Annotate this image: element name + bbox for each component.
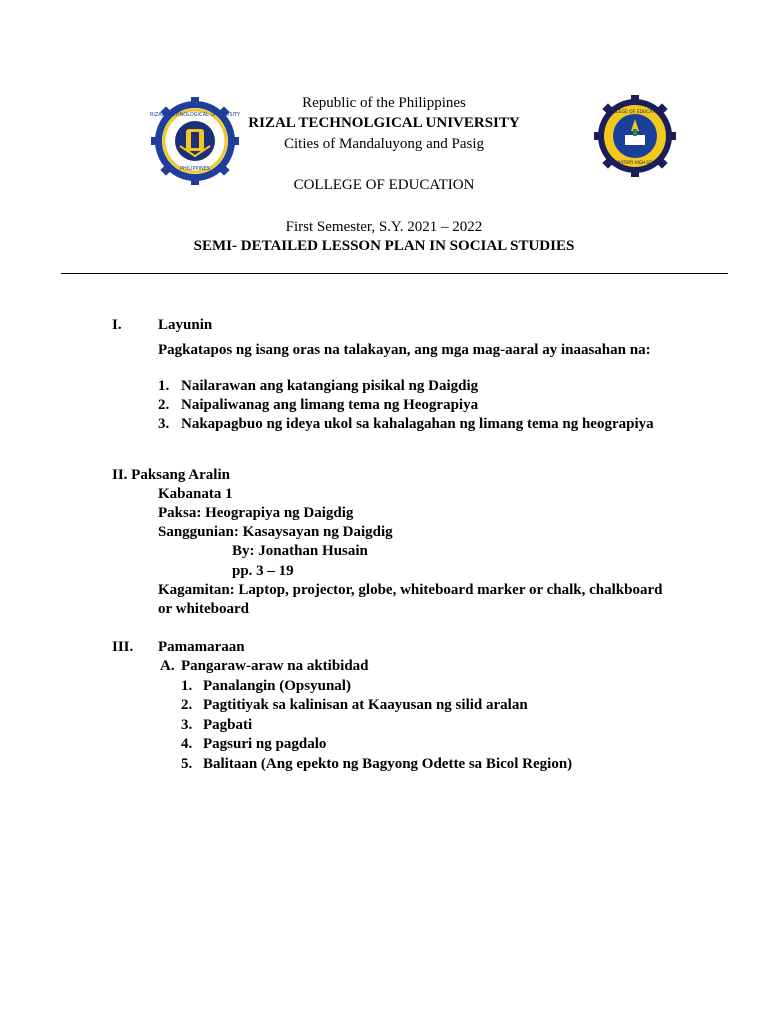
- section-3-title: Pamamaraan: [158, 639, 245, 655]
- section-1-numeral: I.: [112, 317, 122, 333]
- sanggunian-line: Sanggunian: Kasaysayan ng Daigdig: [158, 524, 393, 540]
- college-name: COLLEGE OF EDUCATION: [293, 177, 475, 193]
- activity-number: 4.: [181, 736, 193, 752]
- activity-number: 1.: [181, 678, 193, 694]
- semester-line: First Semester, S.Y. 2021 – 2022: [285, 219, 483, 235]
- activity-number: 5.: [181, 756, 193, 772]
- left-logo-text: RIZAL TECHNOLOGICAL UNIVERSITY: [150, 112, 240, 118]
- activity-number: 2.: [181, 697, 193, 713]
- left-logo-bottom-text: PHILIPPINES: [179, 166, 211, 172]
- activity-item: Balitaan (Ang epekto ng Bagyong Odette sa Bicol Region): [203, 756, 573, 772]
- objective-item: Nailarawan ang katangiang pisikal ng Daigdig: [181, 378, 479, 394]
- subsection-title: Pangaraw-araw na aktibidad: [181, 658, 369, 674]
- author-line: By: Jonathan Husain: [232, 543, 368, 559]
- paksa-line: Paksa: Heograpiya ng Daigdig: [158, 505, 354, 521]
- kabanata-line: Kabanata 1: [158, 486, 233, 502]
- activity-number: 3.: [181, 717, 193, 733]
- activity-item: Panalangin (Opsyunal): [203, 678, 351, 694]
- objective-item: Nakapagbuo ng ideya ukol sa kahalagahan ng limang tema ng heograpiya: [181, 416, 654, 432]
- right-logo-text: COLLEGE OF EDUCATION: [606, 110, 664, 115]
- university-name: RIZAL TECHNOLGICAL UNIVERSITY: [248, 115, 520, 131]
- republic-line: Republic of the Philippines: [302, 95, 466, 111]
- activity-item: Pagsuri ng pagdalo: [203, 736, 327, 752]
- activity-item: Pagbati: [203, 717, 253, 733]
- objective-number: 1.: [158, 378, 170, 394]
- activity-item: Pagtitiyak sa kalinisan at Kaayusan ng silid aralan: [203, 697, 528, 713]
- lesson-plan-title: SEMI- DETAILED LESSON PLAN IN SOCIAL STUDIES: [193, 238, 575, 254]
- pages-line: pp. 3 – 19: [232, 563, 294, 579]
- objective-number: 2.: [158, 397, 170, 413]
- section-1-title: Layunin: [158, 317, 213, 333]
- section-2-heading: II. Paksang Aralin: [112, 467, 230, 483]
- right-logo-bottom-text: LABORATORY HIGH SCHOOL: [606, 160, 664, 165]
- kagamitan-line-1: Kagamitan: Laptop, projector, globe, whiteboard marker or chalk, chalkboard: [158, 582, 663, 598]
- objective-item: Naipaliwanag ang limang tema ng Heograpiya: [181, 397, 479, 413]
- objective-number: 3.: [158, 416, 170, 432]
- section-1-intro: Pagkatapos ng isang oras na talakayan, ang mga mag-aaral ay inaasahan na:: [158, 342, 651, 358]
- header-divider: [61, 273, 728, 274]
- kagamitan-line-2: or whiteboard: [158, 601, 249, 617]
- subsection-letter: A.: [160, 658, 175, 674]
- cities-line: Cities of Mandaluyong and Pasig: [284, 136, 484, 152]
- section-3-numeral: III.: [112, 639, 134, 655]
